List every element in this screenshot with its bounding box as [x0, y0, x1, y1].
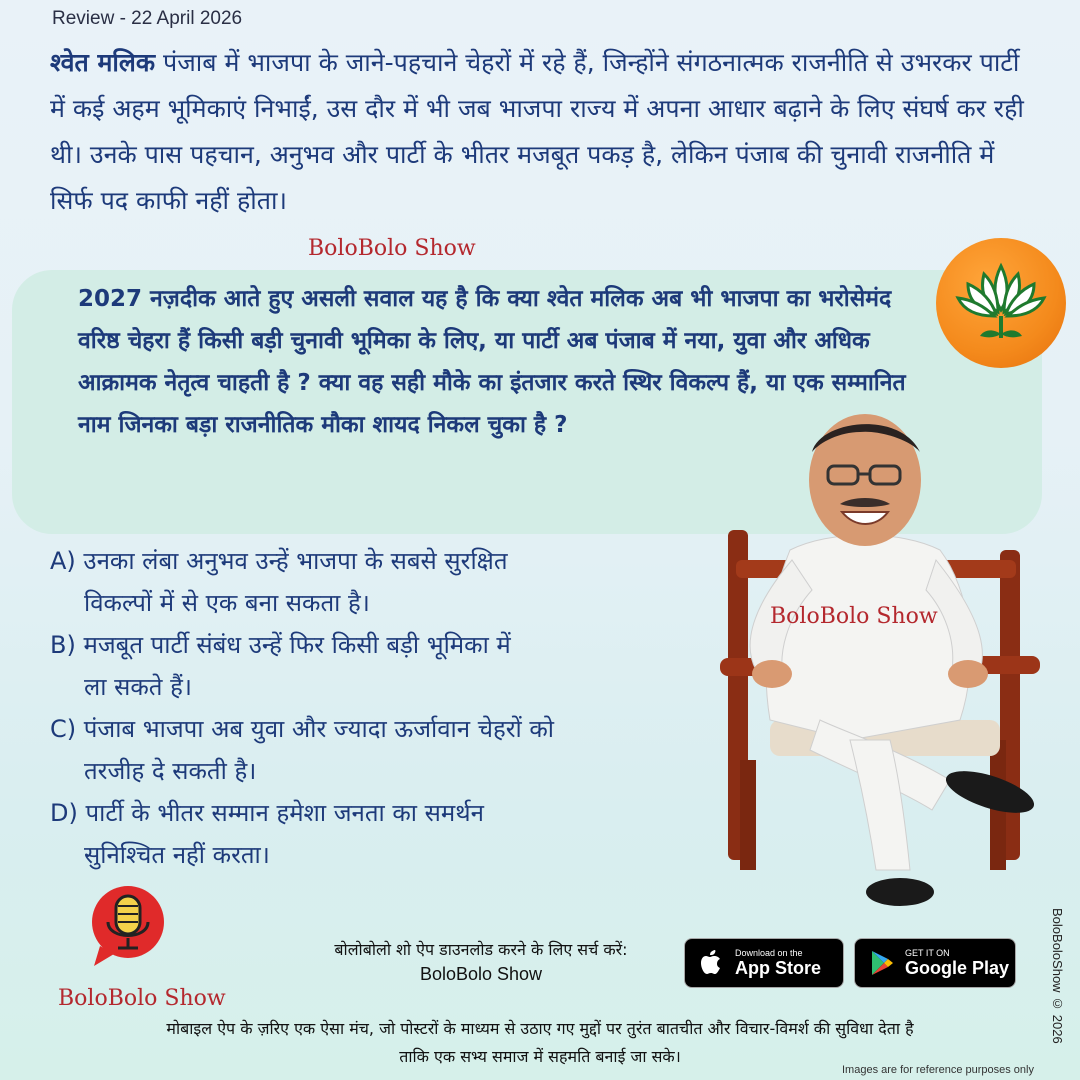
google-play-button[interactable] [854, 938, 1016, 988]
option-text-cont: सुनिश्चित नहीं करता। [84, 841, 270, 869]
copyright-vertical: BoloBoloShow © 2026 [1050, 908, 1065, 1044]
option-key: A) [50, 547, 76, 575]
option-key: C) [50, 715, 77, 743]
option-key: D) [50, 799, 78, 827]
footer-text [40, 1015, 1040, 1071]
politician-name: श्वेत मलिक [50, 48, 156, 77]
option-text-cont: ला सकते हैं। [84, 673, 192, 701]
watermark-top: BoloBolo Show [308, 236, 476, 261]
intro-paragraph [50, 40, 1040, 224]
question-text: 2027 नज़दीक आते हुए असली सवाल यह है कि क्या श्वेत मलिक अब भी भाजपा का भरोसेमंद वरिष्ठ चेहरा हैं किसी बड़ी चुनावी भूमिका के लिए, या पार्टी अब पंजाब में नया, युवा और अधिक आक्रामक नेतृत्व चाहती है ? क्या वह सही मौके का इंतजार करते स्थिर विकल्प हैं, या एक सम्मानित नाम जिनका बड़ा राजनीतिक मौका शायद निकल चुका है ? [78, 286, 906, 438]
option-text: उनका लंबा अनुभव उन्हें भाजपा के सबसे सुरक्षित [83, 547, 508, 575]
review-date: Review - 22 April 2026 [52, 8, 243, 29]
download-instruction: बोलोबोलो शो ऐप डाउनलोड करने के लिए सर्च करें: [334, 940, 628, 959]
brand-name: BoloBolo Show [58, 986, 226, 1011]
lotus-icon [936, 238, 1066, 368]
gplay-small-text: GET IT ON [905, 948, 950, 958]
bjp-lotus-logo [936, 238, 1066, 368]
option-text: पार्टी के भीतर सम्मान हमेशा जनता का समर्थन [85, 799, 484, 827]
option-text-cont: विकल्पों में से एक बना सकता है। [84, 589, 370, 617]
option-text: मजबूत पार्टी संबंध उन्हें फिर किसी बड़ी भूमिका में [83, 631, 511, 659]
option-c[interactable] [50, 708, 710, 792]
option-d[interactable] [50, 792, 710, 876]
app-store-button[interactable] [684, 938, 844, 988]
apple-icon [697, 948, 727, 978]
options-list [50, 540, 710, 876]
watermark-middle: BoloBolo Show [770, 604, 938, 629]
option-text-cont: तरजीह दे सकती है। [84, 757, 257, 785]
appstore-big-text: App Store [735, 958, 822, 978]
disclaimer: Images are for reference purposes only [842, 1064, 1034, 1076]
footer-line-2: ताकि एक सभ्य समाज में सहमति बनाई जा सके। [399, 1047, 681, 1066]
caricature-illustration [700, 400, 1080, 920]
appstore-small-text: Download on the [735, 948, 803, 958]
option-text: पंजाब भाजपा अब युवा और ज्यादा ऊर्जावान चेहरों को [83, 715, 555, 743]
bolobolo-mic-logo [88, 882, 168, 972]
intro-text: पंजाब में भाजपा के जाने-पहचाने चेहरों में रहे हैं, जिन्होंने संगठनात्मक राजनीति से उभरकर पार्टी में कई अहम भूमिकाएं निभाईं, उस दौर में भी जब भाजपा राज्य में अपना आधार बढ़ाने के लिए संघर्ष कर रही थी। उनके पास पहचान, अनुभव और पार्टी के भीतर मजबूत पकड़ है, लेकिन पंजाब की चुनावी राजनीति में सिर्फ पद काफी नहीं होता। [50, 48, 1024, 215]
option-b[interactable] [50, 624, 710, 708]
microphone-icon [88, 882, 168, 972]
gplay-big-text: Google Play [905, 958, 1010, 978]
footer-line-1: मोबाइल ऐप के ज़रिए एक ऐसा मंच, जो पोस्टरों के माध्यम से उठाए गए मुद्दों पर तुरंत बातचीत और विचार-विमर्श की सुविधा देता है [166, 1019, 914, 1038]
option-key: B) [50, 631, 76, 659]
search-term: BoloBolo Show [419, 964, 543, 984]
google-play-icon [867, 948, 897, 978]
option-a[interactable] [50, 540, 710, 624]
